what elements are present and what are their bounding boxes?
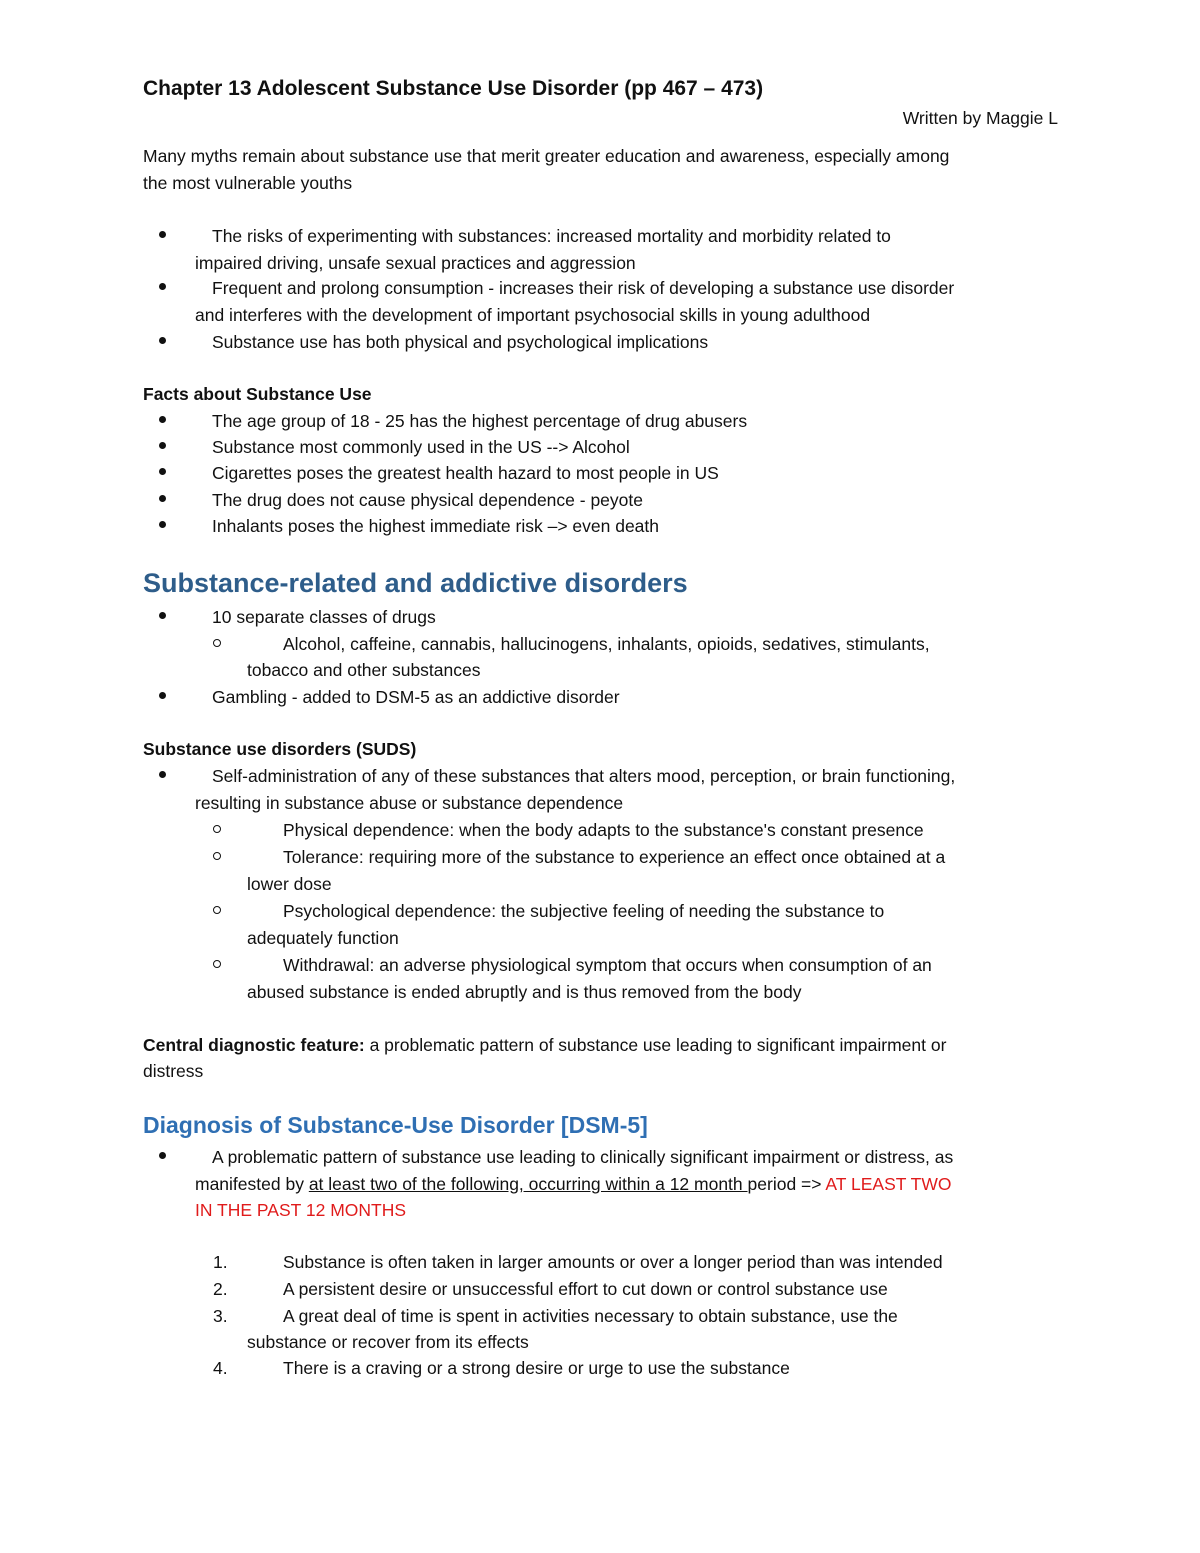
myth-2-line-1: Frequent and prolong consumption - increases their risk of developing a substance use disorder <box>212 278 955 298</box>
myth-1-line-1: The risks of experimenting with substances: increased mortality and morbidity related to <box>212 226 891 246</box>
bullet-icon <box>159 495 166 502</box>
suds-item-line-2: resulting in substance abuse or substance dependence <box>195 793 624 813</box>
circle-bullet-icon <box>213 852 221 860</box>
central-feature-line-2: distress <box>143 1061 204 1081</box>
suds-item-line-1: Self-administration of any of these substances that alters mood, perception, or brain functioning, <box>212 766 956 786</box>
bullet-icon <box>159 692 166 699</box>
criterion-number: 1. <box>213 1252 228 1272</box>
fact-item: Substance most commonly used in the US --> Alcohol <box>212 437 630 457</box>
bullet-icon <box>159 468 166 475</box>
criterion-text: There is a craving or a strong desire or urge to use the substance <box>283 1358 790 1378</box>
central-feature-label: Central diagnostic feature: <box>143 1035 365 1055</box>
circle-bullet-icon <box>213 639 221 647</box>
intro-line-1: Many myths remain about substance use that merit greater education and awareness, especially among <box>143 146 950 166</box>
suds-sub-line: Physical dependence: when the body adapts to the substance's constant presence <box>283 820 924 840</box>
section-heading-diagnosis: Diagnosis of Substance-Use Disorder [DSM-5] <box>143 1112 648 1138</box>
suds-sub-line: Tolerance: requiring more of the substance to experience an effect once obtained at a <box>283 847 946 867</box>
page-title: Chapter 13 Adolescent Substance Use Disorder (pp 467 – 473) <box>143 77 764 100</box>
circle-bullet-icon <box>213 825 221 833</box>
diagnosis-line-3: IN THE PAST 12 MONTHS <box>195 1200 407 1220</box>
bullet-icon <box>159 442 166 449</box>
suds-sub-line: Withdrawal: an adverse physiological symptom that occurs when consumption of an <box>283 955 932 975</box>
diagnosis-text: period => <box>747 1174 826 1194</box>
gambling-item: Gambling - added to DSM-5 as an addictive disorder <box>212 687 620 707</box>
fact-item: The age group of 18 - 25 has the highest percentage of drug abusers <box>212 411 748 431</box>
bullet-icon <box>159 1152 166 1159</box>
criterion-text: A persistent desire or unsuccessful effort to cut down or control substance use <box>283 1279 888 1299</box>
criterion-number: 4. <box>213 1358 228 1378</box>
bullet-icon <box>159 231 166 238</box>
diagnosis-underlined-text: at least two of the following, occurring within a 12 month <box>308 1174 748 1194</box>
circle-bullet-icon <box>213 960 221 968</box>
bullet-icon <box>159 521 166 528</box>
suds-heading: Substance use disorders (SUDS) <box>143 739 417 759</box>
intro-line-2: the most vulnerable youths <box>143 173 353 193</box>
circle-bullet-icon <box>213 906 221 914</box>
bullet-icon <box>159 416 166 423</box>
facts-heading: Facts about Substance Use <box>143 384 372 404</box>
diagnosis-line-1: A problematic pattern of substance use leading to clinically significant impairment or distress, as <box>212 1147 954 1167</box>
bullet-icon <box>159 771 166 778</box>
diagnosis-line-2 <box>195 1176 952 1194</box>
criterion-number: 3. <box>213 1306 228 1326</box>
central-feature-text: a problematic pattern of substance use leading to significant impairment or <box>364 1035 947 1055</box>
myth-1-line-2: impaired driving, unsafe sexual practices and aggression <box>195 253 636 273</box>
criterion-text: Substance is often taken in larger amounts or over a longer period than was intended <box>283 1252 943 1272</box>
fact-item: The drug does not cause physical dependence - peyote <box>212 490 643 510</box>
section-heading-disorders: Substance-related and addictive disorders <box>143 568 688 598</box>
suds-sub-line: abused substance is ended abruptly and is thus removed from the body <box>247 982 802 1002</box>
criterion-number: 2. <box>213 1279 228 1299</box>
classes-sub-line-2: tobacco and other substances <box>247 660 481 680</box>
central-feature-line-1 <box>143 1037 946 1055</box>
bullet-icon <box>159 337 166 344</box>
diagnosis-text: manifested by <box>195 1174 309 1194</box>
suds-sub-line: adequately function <box>247 928 399 948</box>
bullet-icon <box>159 283 166 290</box>
author-line: Written by Maggie L <box>902 108 1058 128</box>
classes-item: 10 separate classes of drugs <box>212 607 436 627</box>
fact-item: Inhalants poses the highest immediate risk –> even death <box>212 516 660 536</box>
myth-2-line-2: and interferes with the development of important psychosocial skills in young adulthood <box>195 305 871 325</box>
myth-3-line-1: Substance use has both physical and psychological implications <box>212 332 709 352</box>
bullet-icon <box>159 612 166 619</box>
criterion-text: substance or recover from its effects <box>247 1332 529 1352</box>
suds-sub-line: lower dose <box>247 874 332 894</box>
fact-item: Cigarettes poses the greatest health hazard to most people in US <box>212 463 719 483</box>
classes-sub-line-1: Alcohol, caffeine, cannabis, hallucinogens, inhalants, opioids, sedatives, stimulants, <box>283 634 930 654</box>
suds-sub-line: Psychological dependence: the subjective feeling of needing the substance to <box>283 901 885 921</box>
criterion-text: A great deal of time is spent in activities necessary to obtain substance, use the <box>283 1306 898 1326</box>
diagnosis-emphasis-text: AT LEAST TWO <box>825 1174 952 1194</box>
